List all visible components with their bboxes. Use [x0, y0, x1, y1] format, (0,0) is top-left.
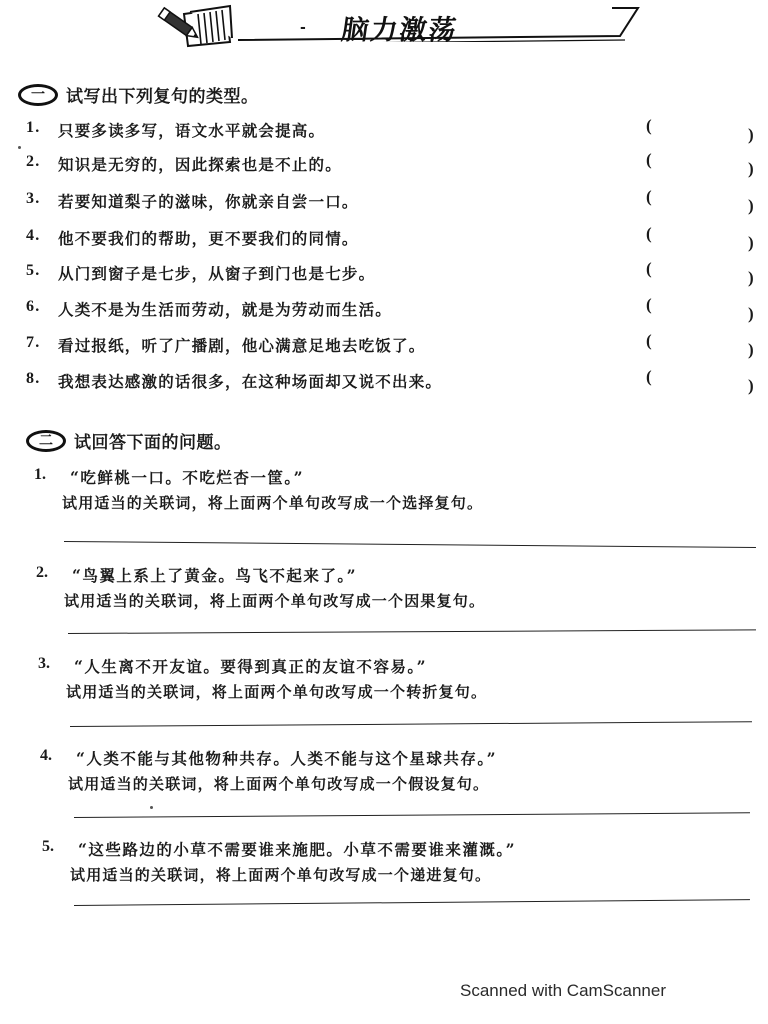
q2-instruction: 试用适当的关联词，将上面两个单句改写成一个因果复句。	[64, 592, 486, 610]
scan-speck	[18, 146, 21, 149]
answer-line-5[interactable]	[74, 899, 750, 906]
q2-instruction: 试用适当的关联词，将上面两个单句改写成一个转折复句。	[66, 683, 488, 701]
answer-paren-close: )	[748, 159, 755, 178]
q1-sentence: 我想表达感激的话很多，在这种场面却又说不出来。	[58, 372, 443, 391]
section-2-badge: 二	[26, 430, 66, 452]
answer-line-4[interactable]	[74, 812, 750, 818]
q2-instruction: 试用适当的关联词，将上面两个单句改写成一个递进复句。	[70, 866, 492, 884]
q1-sentence: 从门到窗子是七步，从窗子到门也是七步。	[58, 264, 376, 283]
answer-paren-open: (	[646, 150, 653, 169]
q2-instruction: 试用适当的关联词，将上面两个单句改写成一个假设复句。	[68, 775, 490, 793]
q2-quote: “吃鲜桃一口。不吃烂杏一筐。”	[70, 468, 305, 487]
q1-sentence: 人类不是为生活而劳动，就是为劳动而生活。	[58, 300, 393, 319]
answer-paren-open: (	[646, 259, 653, 278]
section-2-heading	[26, 428, 232, 453]
section-1-title: 试写出下列复句的类型。	[66, 87, 259, 107]
page-title: 脑力激荡	[339, 15, 460, 46]
answer-paren-open: (	[646, 224, 653, 243]
answer-line-3[interactable]	[70, 721, 752, 727]
q1-item-3	[26, 187, 756, 216]
q1-sentence: 知识是无穷的，因此探索也是不止的。	[58, 155, 342, 174]
q2-quote: “人类不能与其他物种共存。人类不能与这个星球共存。”	[76, 749, 498, 768]
answer-paren-open: (	[646, 367, 653, 386]
answer-line-2[interactable]	[68, 629, 756, 634]
q2-quote: “人生离不开友谊。要得到真正的友谊不容易。”	[74, 657, 428, 676]
section-2-title: 试回答下面的问题。	[74, 433, 232, 453]
answer-paren-close: )	[748, 125, 755, 144]
q1-item-5	[26, 259, 756, 288]
q2-number: 3.	[38, 655, 50, 672]
section-1-heading	[18, 82, 259, 107]
book-pencil-icon	[154, 2, 234, 48]
answer-paren-close: )	[748, 196, 755, 215]
q1-item-7	[26, 331, 756, 360]
answer-paren-open: (	[646, 116, 653, 135]
answer-paren-close: )	[748, 376, 755, 395]
answer-line-1[interactable]	[64, 541, 756, 548]
answer-paren-close: )	[748, 304, 755, 323]
q2-number: 4.	[40, 747, 52, 764]
answer-paren-close: )	[748, 268, 755, 287]
q1-item-4	[26, 224, 756, 253]
q2-number: 1.	[34, 466, 46, 483]
q2-quote: “这些路边的小草不需要谁来施肥。小草不需要谁来灌溉。”	[78, 840, 517, 859]
q1-number: 6.	[26, 298, 41, 315]
q1-item-2	[26, 150, 756, 179]
answer-paren-open: (	[646, 295, 653, 314]
header-dash: -	[300, 20, 306, 36]
q1-sentence: 看过报纸，听了广播剧，他心满意足地去吃饭了。	[58, 336, 426, 355]
q2-quote: “鸟翼上系上了黄金。鸟飞不起来了。”	[72, 566, 358, 585]
q1-number: 2.	[26, 153, 41, 170]
answer-paren-open: (	[646, 331, 653, 350]
q1-item-6	[26, 295, 756, 324]
q1-item-8	[26, 367, 756, 396]
q1-item-1	[26, 116, 756, 145]
q1-number: 1.	[26, 119, 41, 136]
answer-paren-close: )	[748, 340, 755, 359]
answer-paren-close: )	[748, 233, 755, 252]
worksheet-header	[150, 2, 650, 48]
camscanner-watermark: Scanned with CamScanner	[460, 981, 667, 1000]
answer-paren-open: (	[646, 187, 653, 206]
q1-number: 8.	[26, 370, 41, 387]
q1-number: 4.	[26, 227, 41, 244]
q1-number: 7.	[26, 334, 41, 351]
q2-number: 2.	[36, 564, 48, 581]
scan-speck	[150, 806, 153, 809]
section-1-badge: 一	[18, 84, 58, 106]
q1-sentence: 若要知道梨子的滋味，你就亲自尝一口。	[58, 192, 359, 211]
q1-sentence: 只要多读多写，语文水平就会提高。	[58, 121, 326, 140]
q2-instruction: 试用适当的关联词，将上面两个单句改写成一个选择复句。	[62, 494, 484, 512]
q1-number: 5.	[26, 262, 41, 279]
q1-sentence: 他不要我们的帮助，更不要我们的同情。	[58, 229, 359, 248]
q2-number: 5.	[42, 838, 54, 855]
q1-number: 3.	[26, 190, 41, 207]
